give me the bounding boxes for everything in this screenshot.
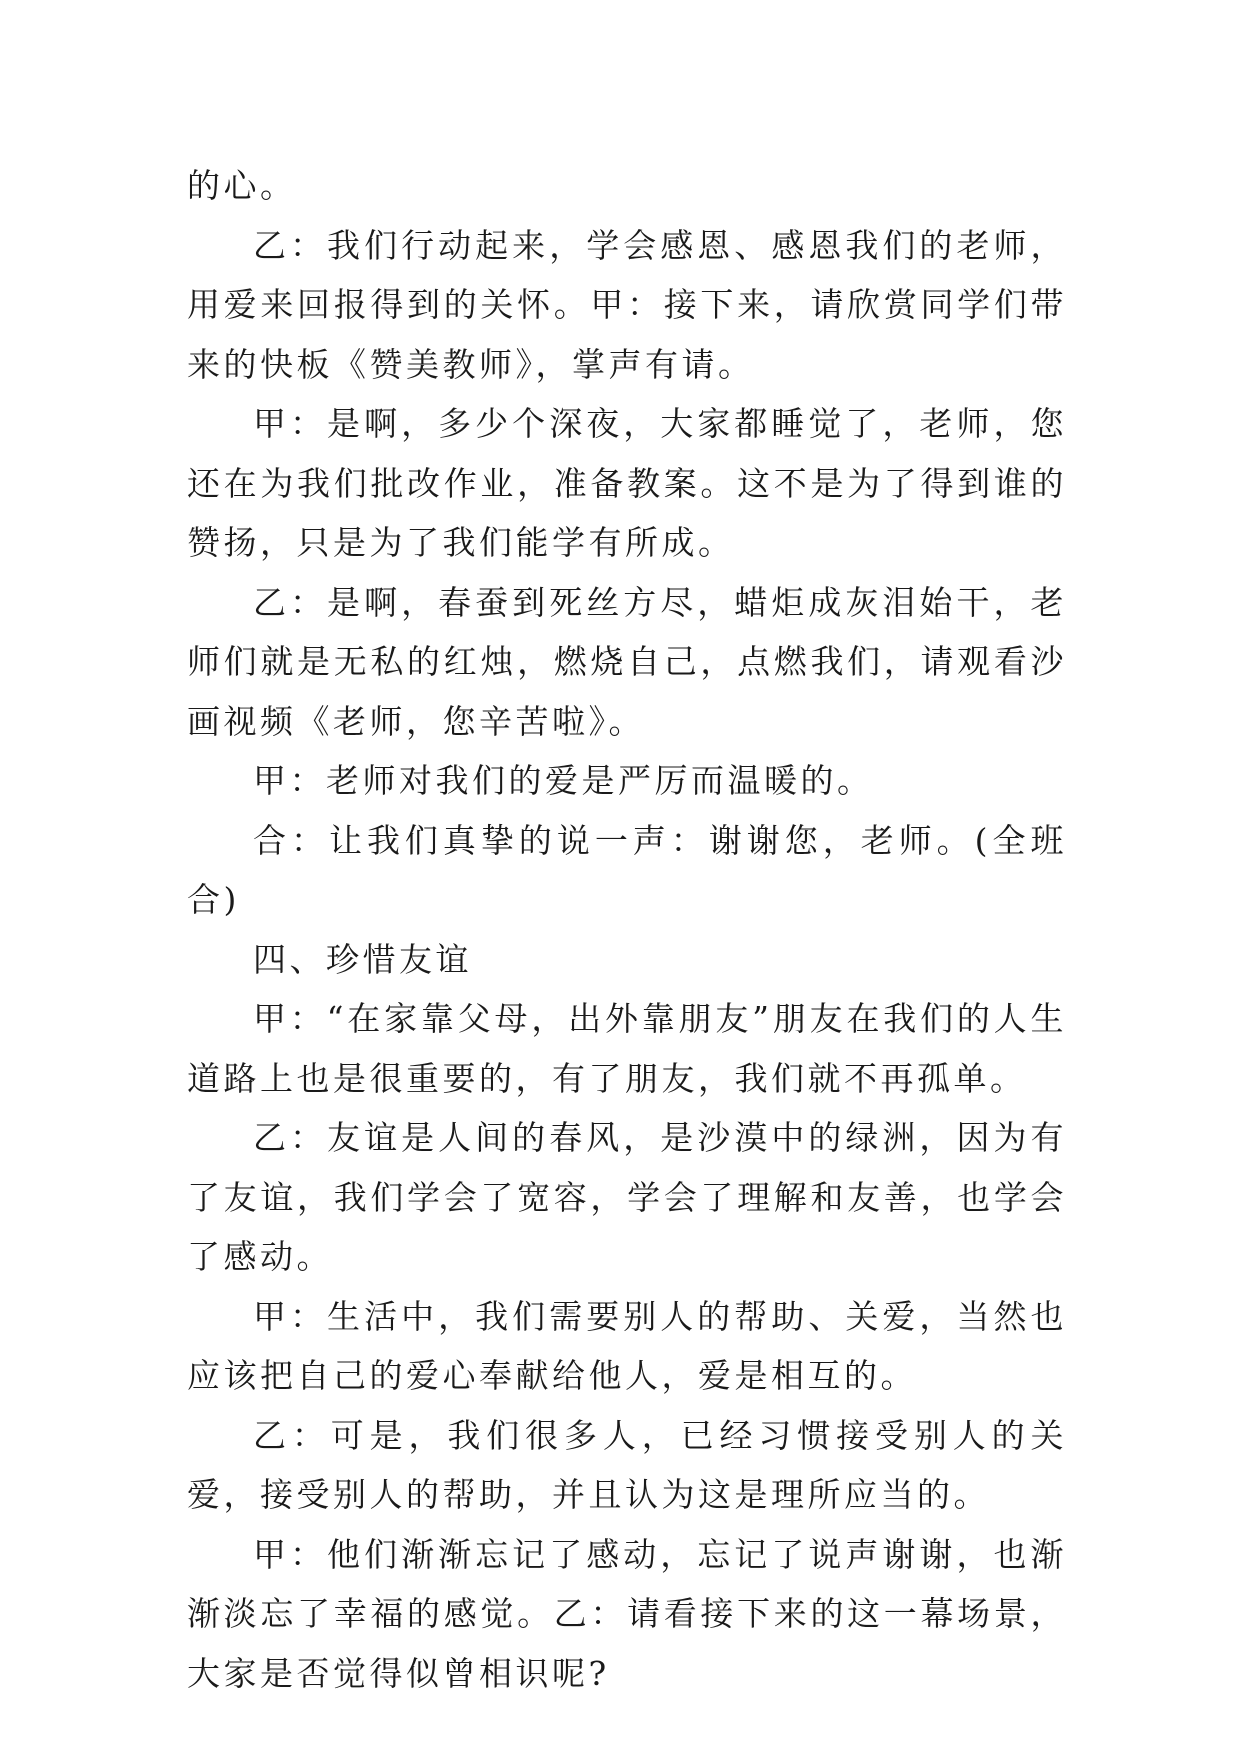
paragraph-jia-love: 甲：老师对我们的爱是严厉而温暖的。 xyxy=(253,761,874,800)
document-body xyxy=(187,156,1067,1703)
paragraph-yi-accustomed: 乙：可是，我们很多人，已经习惯接受别人的关爱，接受别人的帮助，并且认为这是理所应当的。 xyxy=(187,1415,1067,1514)
section-heading-friendship: 四、珍惜友谊 xyxy=(253,939,472,979)
paragraph-yi-silkworm: 乙：是啊，春蚕到死丝方尽，蜡炬成灰泪始干，老师们就是无私的红烛，燃烧自己，点燃我们，请观看沙画视频《老师，您辛苦啦》。 xyxy=(187,582,1067,741)
paragraph-jia-forgot: 甲：他们渐渐忘记了感动，忘记了说声谢谢，也渐渐淡忘了幸福的感觉。乙：请看接下来的这一幕场景，大家是否觉得似曾相识呢? xyxy=(187,1534,1067,1693)
paragraph-jia-late-night: 甲：是啊，多少个深夜，大家都睡觉了，老师，您还在为我们批改作业，准备教案。这不是为了得到谁的赞扬，只是为了我们能学有所成。 xyxy=(187,404,1067,562)
paragraph-yi-friendship: 乙：友谊是人间的春风，是沙漠中的绿洲，因为有了友谊，我们学会了宽容，学会了理解和友善，也学会了感动。 xyxy=(187,1118,1067,1276)
paragraph-continuation: 的心。 xyxy=(187,166,297,205)
paragraph-jia-help: 甲：生活中，我们需要别人的帮助、关爱，当然也应该把自己的爱心奉献给他人，爱是相互的。 xyxy=(187,1296,1067,1395)
paragraph-jia-friends: 甲：“在家靠父母，出外靠朋友”朋友在我们的人生道路上也是很重要的，有了朋友，我们就不再孤单。 xyxy=(187,999,1067,1098)
paragraph-yi-gratitude: 乙：我们行动起来，学会感恩、感恩我们的老师，用爱来回报得到的关怀。甲：接下来，请欣赏同学们带来的快板《赞美教师》，掌声有请。 xyxy=(187,225,1067,384)
paragraph-together-thanks: 合：让我们真挚的说一声：谢谢您，老师。(全班合) xyxy=(187,820,1067,919)
